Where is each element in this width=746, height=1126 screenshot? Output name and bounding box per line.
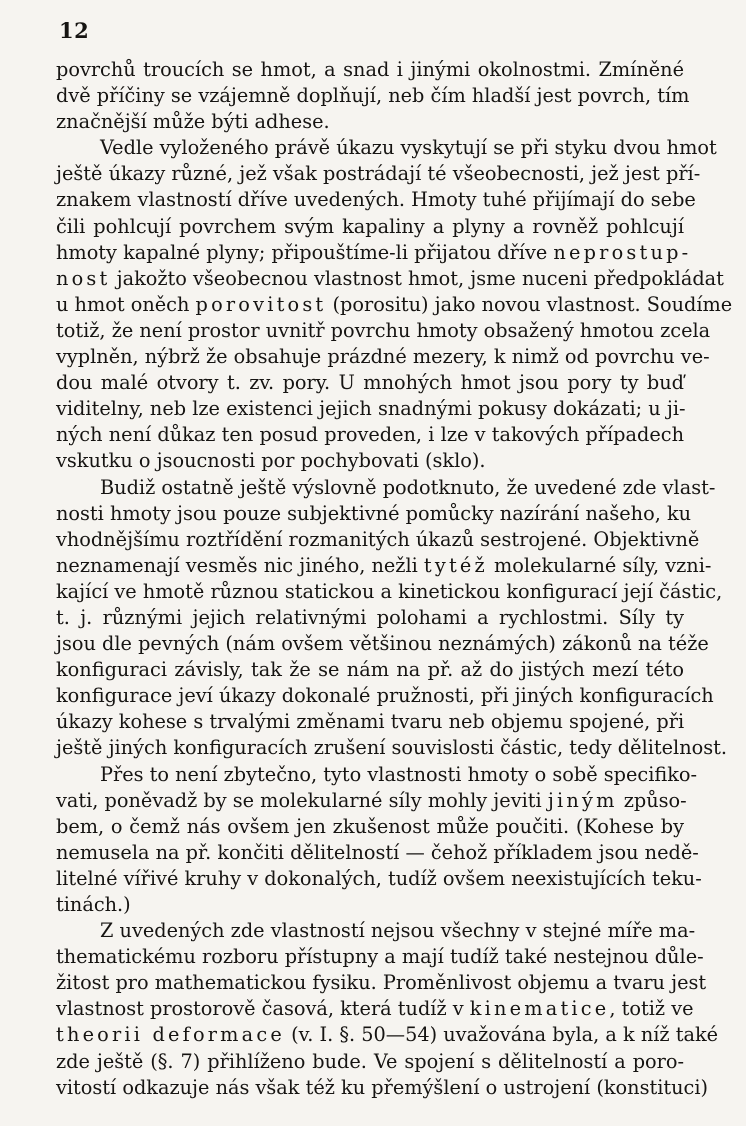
text-segment: vyplněn, nýbrž že obsahuje prázdné mezery, k nimž od povrchu ve- <box>56 345 710 369</box>
text-line <box>56 292 733 318</box>
text-line <box>56 762 698 788</box>
text-line <box>56 240 692 266</box>
text-segment: bem, o čemž nás ovšem jen zkušenost může poučiti. (Kohese by <box>56 814 684 838</box>
emphasized-text: nost <box>56 266 111 290</box>
text-segment: zde ještě (§. 7) přihlíženo bude. Ve spojení s dělitelností a poro- <box>56 1049 684 1073</box>
emphasized-text: porovitost <box>195 292 327 316</box>
text-line <box>56 735 728 761</box>
text-line <box>56 579 723 605</box>
text-segment: značnější může býti adhese. <box>56 110 330 134</box>
text-line <box>56 866 702 892</box>
text-segment: hmoty kapalné plyny; připouštíme-li přijatou dříve <box>56 240 554 264</box>
text-line <box>56 187 696 213</box>
text-line <box>56 814 684 840</box>
text-segment: způso- <box>617 788 687 812</box>
text-segment: povrchů troucích se hmot, a snad i jinými okolnostmi. Zmíněné <box>56 58 684 81</box>
text-line <box>56 109 684 135</box>
text-segment: ještě úkazy různé, jež však postrádají té všeobecnosti, jež jest pří- <box>56 162 701 186</box>
text-line <box>56 135 717 161</box>
emphasized-text: theorii deformace <box>56 1023 285 1047</box>
text-line <box>56 1075 709 1101</box>
emphasized-text: kinematice <box>469 997 610 1021</box>
text-segment: nosti hmoty jsou pouze subjektivné pomůcky nazírání našeho, ku <box>56 501 692 525</box>
text-line <box>56 605 684 631</box>
text-segment: t. j. různými jejich relativnými polohami a rychlostmi. Síly ty <box>56 605 684 629</box>
text-line <box>56 448 684 474</box>
page-number: 12 <box>59 18 90 43</box>
text-line <box>56 918 696 944</box>
text-segment: litelné vířivé kruhy v dokonalých, tudíž ovšem neexistujících teku- <box>56 866 702 890</box>
text-line <box>56 788 687 814</box>
text-segment: ještě jiných konfiguracích zrušení souvislosti částic, tedy dělitelnost. <box>56 736 728 760</box>
text-segment: dvě příčiny se vzájemně doplňují, neb čím hladší jest povrch, tím <box>56 84 690 108</box>
text-line <box>56 657 684 683</box>
text-line <box>56 944 704 970</box>
text-segment: vitostí odkazuje nás však též ku přemýšlení o ustrojení (konstituci) <box>56 1075 709 1099</box>
text-segment: vskutku o jsoucnosti por pochybovati (sklo). <box>56 449 486 473</box>
text-line <box>56 840 699 866</box>
text-line <box>56 318 711 344</box>
text-line <box>56 683 714 709</box>
text-segment: konfigurace jeví úkazy dokonalé pružnosti, při jiných konfiguracích <box>56 684 714 708</box>
text-segment: viditelny, neb lze existenci jejich snadnými pokusy dokázati; u ji- <box>56 397 686 421</box>
body-text <box>56 57 733 1101</box>
text-line <box>56 161 701 187</box>
emphasized-text: jiným <box>547 788 618 812</box>
text-line <box>56 709 684 735</box>
text-segment: znakem vlastností dříve uvedených. Hmoty tuhé přijímají do sebe <box>56 188 696 212</box>
text-segment: nemusela na př. končiti dělitelností — čehož příkladem jsou nedě- <box>56 840 699 864</box>
text-segment: , totiž ve <box>609 997 694 1021</box>
text-line <box>56 892 684 918</box>
text-segment: kající ve hmotě různou statickou a kinetickou konfigurací její částic, <box>56 579 723 603</box>
text-line <box>56 83 690 109</box>
text-segment: totiž, že není prostor uvnitř povrchu hmoty obsažený hmotou zcela <box>56 318 711 342</box>
text-segment: Z uvedených zde vlastností nejsou všechny v stejné míře ma- <box>100 919 696 943</box>
text-line <box>56 553 712 579</box>
text-segment: Přes to není zbytečno, tyto vlastnosti hmoty o sobě specifiko- <box>100 762 698 786</box>
text-segment: jsou dle pevných (nám ovšem většinou neznámých) zákonů na téže <box>56 632 709 656</box>
text-segment: Budiž ostatně ještě výslovně podotknuto, že uvedené zde vlast- <box>100 475 716 499</box>
text-segment: molekularné síly, vzni- <box>487 553 712 577</box>
emphasized-text: tytéž <box>423 553 488 577</box>
text-line <box>56 996 694 1022</box>
text-line <box>56 1049 684 1075</box>
text-line <box>56 527 700 553</box>
text-line <box>56 475 716 501</box>
text-segment: dou malé otvory t. zv. pory. U mnohých hmot jsou pory ty buď <box>56 371 684 395</box>
text-line <box>56 501 692 527</box>
text-segment: ných není důkaz ten posud proveden, i lze v takových případech <box>56 423 684 447</box>
text-segment: vati, poněvadž by se molekularné síly mohly jeviti <box>56 788 548 812</box>
text-segment: úkazy kohese s trvalými změnami tvaru neb objemu spojené, při <box>56 710 685 734</box>
text-line <box>56 422 684 448</box>
text-segment: u hmot oněch <box>56 292 196 316</box>
text-line <box>56 396 684 422</box>
text-segment: jakožto všeobecnou vlastnost hmot, jsme nuceni předpokládat <box>110 266 724 290</box>
text-segment: vlastnost prostorově časová, která tudíž v <box>56 997 470 1021</box>
text-segment: vhodnějšímu roztřídění rozmanitých úkazů sestrojené. Objektivně <box>56 527 700 551</box>
emphasized-text: neprostup- <box>553 240 692 264</box>
text-segment: (porositu) jako novou vlastnost. Soudíme <box>326 292 733 316</box>
text-line <box>56 344 710 370</box>
text-segment: konfiguraci závisly, tak že se nám na př. až do jistých mezí této <box>56 658 684 682</box>
text-line <box>56 57 684 83</box>
text-segment: Vedle vyloženého právě úkazu vyskytují se při styku dvou hmot <box>100 136 717 160</box>
text-line <box>56 1022 719 1048</box>
text-line <box>56 631 709 657</box>
text-line <box>56 970 707 996</box>
text-line <box>56 370 684 396</box>
text-segment: čili pohlcují povrchem svým kapaliny a plyny a rovněž pohlcují <box>56 214 684 238</box>
text-line <box>56 214 684 240</box>
text-segment: tinách.) <box>56 893 131 916</box>
text-segment: (v. I. §. 50—54) uvažována byla, a k níž také <box>284 1023 719 1047</box>
text-line <box>56 266 724 292</box>
text-segment: neznamenají vesměs nic jiného, nežli <box>56 553 424 577</box>
text-segment: žitost pro mathematickou fysiku. Proměnlivost objemu a tvaru jest <box>56 971 707 995</box>
text-segment: thematickému rozboru přístupny a mají tudíž také nestejnou důle- <box>56 945 704 969</box>
